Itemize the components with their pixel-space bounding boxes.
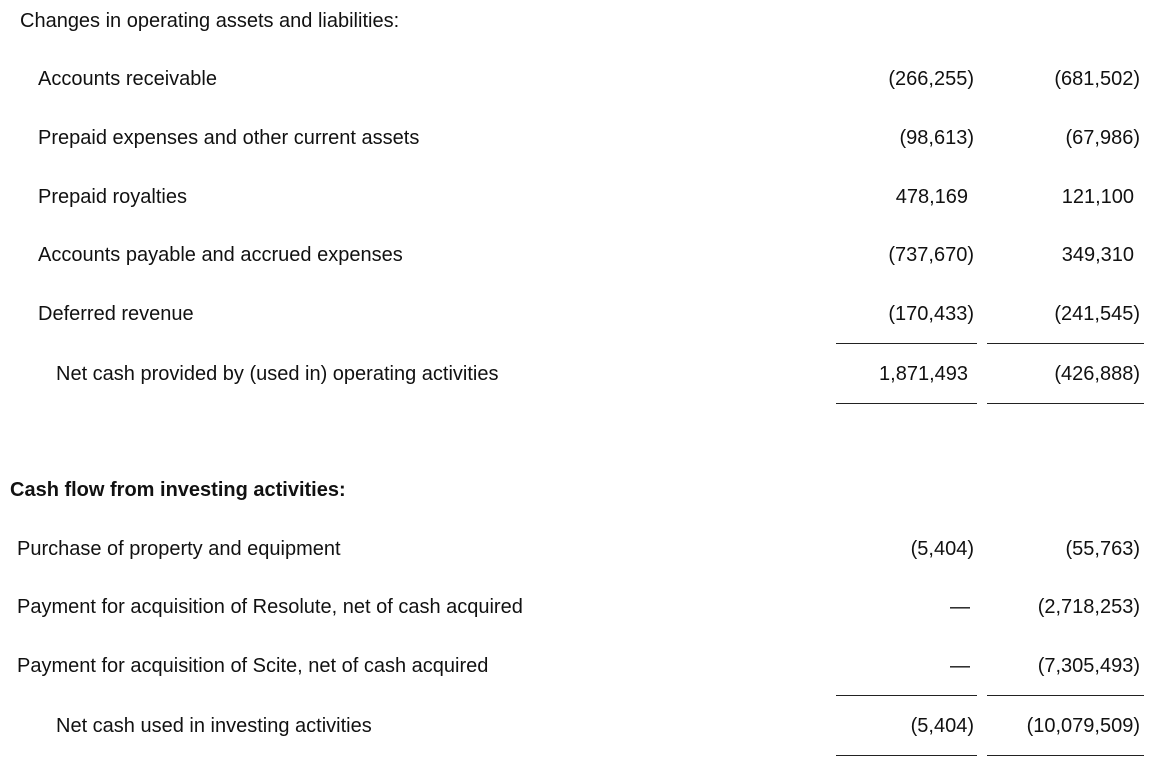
row-value-col1: — <box>950 655 970 677</box>
total-label-investing: Net cash used in investing activities <box>56 715 372 737</box>
subtotal-rule-col2 <box>987 695 1144 696</box>
row-label-acquisition-resolute: Payment for acquisition of Resolute, net of cash acquired <box>17 596 523 618</box>
total-rule-col2 <box>987 755 1144 756</box>
total-rule-col2 <box>987 403 1144 404</box>
row-label-deferred-revenue: Deferred revenue <box>38 303 194 325</box>
total-value-col2: (426,888) <box>1054 363 1140 385</box>
row-value-col2: (2,718,253) <box>1037 596 1140 618</box>
row-label-accounts-receivable: Accounts receivable <box>38 68 217 90</box>
subtotal-rule-col1 <box>836 343 977 344</box>
row-label-accounts-payable: Accounts payable and accrued expenses <box>38 244 403 266</box>
subtotal-rule-col2 <box>987 343 1144 344</box>
row-value-col2: (55,763) <box>1065 538 1140 560</box>
total-label-operating: Net cash provided by (used in) operating activities <box>56 363 499 385</box>
row-label-purchase-property: Purchase of property and equipment <box>17 538 341 560</box>
row-value-col1: (737,670) <box>888 244 974 266</box>
row-value-col1: 478,169 <box>895 186 968 208</box>
total-value-col1: (5,404) <box>910 715 974 737</box>
total-rule-col1 <box>836 403 977 404</box>
row-value-col1: (170,433) <box>888 303 974 325</box>
subtotal-rule-col1 <box>836 695 977 696</box>
row-value-col1: (5,404) <box>910 538 974 560</box>
total-rule-col1 <box>836 755 977 756</box>
row-value-col2: (67,986) <box>1065 127 1140 149</box>
row-value-col1: — <box>950 596 970 618</box>
row-value-col1: (98,613) <box>899 127 974 149</box>
row-value-col2: (241,545) <box>1054 303 1140 325</box>
row-value-col2: (7,305,493) <box>1037 655 1140 677</box>
row-label-prepaid-expenses: Prepaid expenses and other current assets <box>38 127 420 149</box>
row-value-col2: (681,502) <box>1054 68 1140 90</box>
investing-heading: Cash flow from investing activities: <box>10 479 346 501</box>
row-label-prepaid-royalties: Prepaid royalties <box>38 186 187 208</box>
row-value-col1: (266,255) <box>888 68 974 90</box>
row-label-acquisition-scite: Payment for acquisition of Scite, net of cash acquired <box>17 655 489 677</box>
row-value-col2: 121,100 <box>1061 186 1134 208</box>
total-value-col1: 1,871,493 <box>879 363 968 385</box>
changes-heading: Changes in operating assets and liabilities: <box>20 10 400 32</box>
row-value-col2: 349,310 <box>1061 244 1134 266</box>
total-value-col2: (10,079,509) <box>1026 715 1140 737</box>
